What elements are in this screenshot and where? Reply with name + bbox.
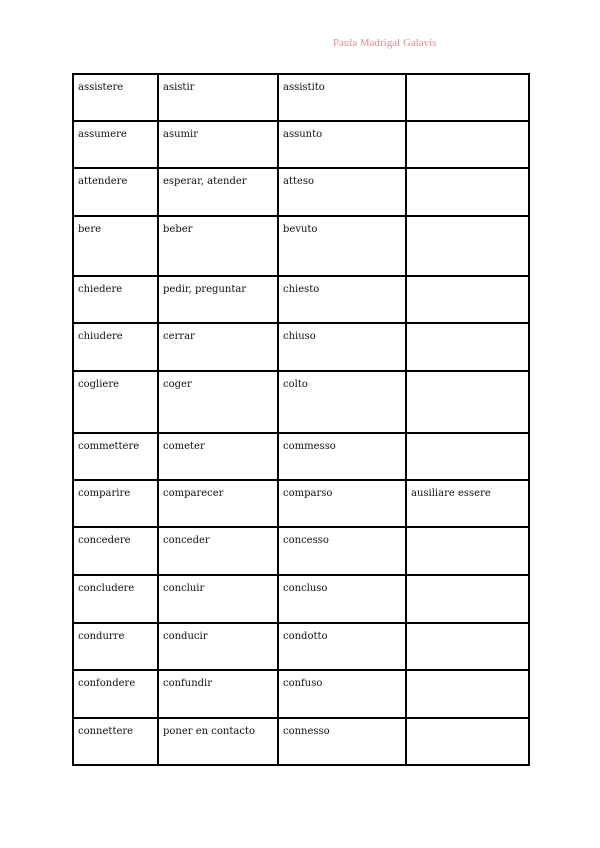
table-row [73,480,529,527]
cell-note [406,433,529,480]
table-row [73,433,529,480]
table-row [73,670,529,718]
table-row [73,121,529,168]
cell-past-participle: assistito [278,74,406,121]
cell-past-participle: concesso [278,527,406,575]
cell-note [406,216,529,276]
cell-spanish-translation: confundir [158,670,278,718]
table-row [73,276,529,323]
cell-spanish-translation: poner en contacto [158,718,278,765]
cell-spanish-translation: cerrar [158,323,278,371]
cell-spanish-translation: esperar, atender [158,168,278,216]
cell-spanish-translation: beber [158,216,278,276]
cell-italian-verb: comparire [73,480,158,527]
cell-italian-verb: chiudere [73,323,158,371]
table-row [73,168,529,216]
cell-past-participle: colto [278,371,406,433]
cell-spanish-translation: asumir [158,121,278,168]
cell-note [406,276,529,323]
cell-spanish-translation: conceder [158,527,278,575]
cell-spanish-translation: asistir [158,74,278,121]
cell-italian-verb: bere [73,216,158,276]
cell-note [406,623,529,670]
page-header-author: Paula Madrigal Galavís [333,38,437,49]
table-row [73,623,529,670]
table-row [73,216,529,276]
cell-note [406,371,529,433]
cell-spanish-translation: pedir, preguntar [158,276,278,323]
cell-past-participle: assunto [278,121,406,168]
cell-note [406,323,529,371]
cell-spanish-translation: conducir [158,623,278,670]
cell-spanish-translation: coger [158,371,278,433]
cell-past-participle: comparso [278,480,406,527]
cell-italian-verb: condurre [73,623,158,670]
cell-past-participle: concluso [278,575,406,623]
cell-note [406,718,529,765]
cell-spanish-translation: comparecer [158,480,278,527]
cell-past-participle: confuso [278,670,406,718]
cell-note [406,575,529,623]
cell-italian-verb: assumere [73,121,158,168]
cell-italian-verb: attendere [73,168,158,216]
cell-italian-verb: confondere [73,670,158,718]
table-row [73,575,529,623]
table-row [73,323,529,371]
cell-italian-verb: cogliere [73,371,158,433]
cell-note [406,168,529,216]
cell-past-participle: commesso [278,433,406,480]
cell-past-participle: bevuto [278,216,406,276]
table-row [73,527,529,575]
table-row [73,718,529,765]
verb-table [72,73,530,766]
cell-spanish-translation: concluir [158,575,278,623]
cell-italian-verb: concludere [73,575,158,623]
cell-spanish-translation: cometer [158,433,278,480]
cell-note: ausiliare essere [406,480,529,527]
cell-note [406,670,529,718]
cell-past-participle: condotto [278,623,406,670]
cell-italian-verb: connettere [73,718,158,765]
cell-past-participle: atteso [278,168,406,216]
cell-past-participle: connesso [278,718,406,765]
cell-past-participle: chiesto [278,276,406,323]
cell-italian-verb: concedere [73,527,158,575]
cell-italian-verb: chiedere [73,276,158,323]
cell-note [406,121,529,168]
cell-note [406,74,529,121]
cell-past-participle: chiuso [278,323,406,371]
cell-italian-verb: commettere [73,433,158,480]
cell-italian-verb: assistere [73,74,158,121]
cell-note [406,527,529,575]
table-row [73,371,529,433]
table-row [73,74,529,121]
